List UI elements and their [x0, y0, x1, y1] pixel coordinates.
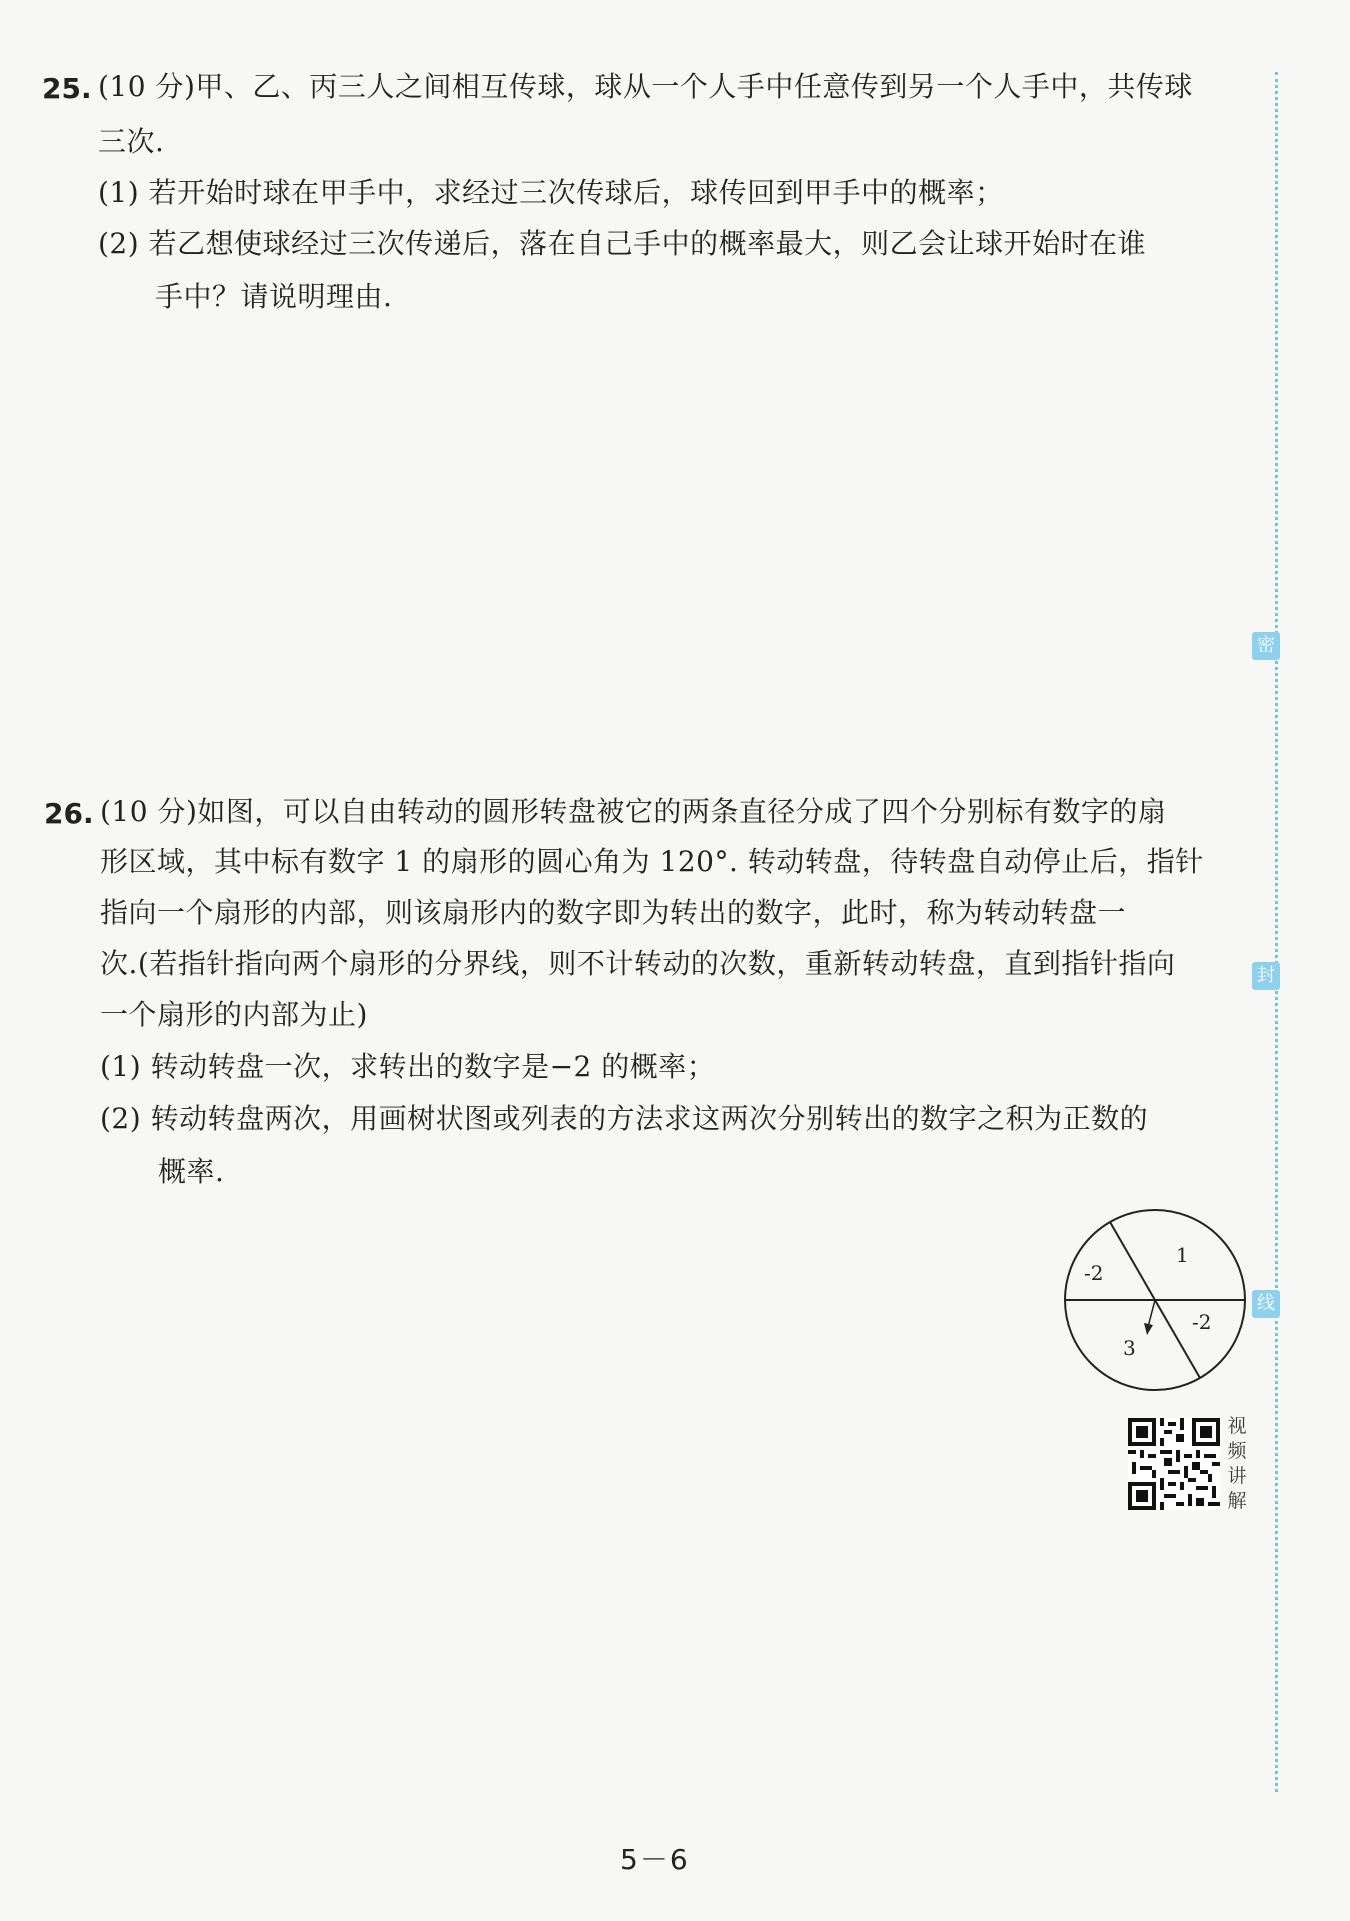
binding-label-feng: 封 — [1252, 962, 1280, 990]
question-25-part-2-cont: 手中？请说明理由. — [155, 280, 393, 313]
question-25-number: 25. — [42, 72, 92, 105]
qr-caption-char: 解 — [1227, 1490, 1247, 1512]
question-26-line-5: 一个扇形的内部为止) — [100, 998, 368, 1031]
question-25-line-2: 三次. — [98, 125, 165, 158]
question-25-part-1: (1) 若开始时球在甲手中，求经过三次传球后，球传回到甲手中的概率； — [98, 176, 1004, 209]
question-25-part-2: (2) 若乙想使球经过三次传递后，落在自己手中的概率最大，则乙会让球开始时在谁 — [98, 227, 1147, 260]
binding-label-xian: 线 — [1252, 1290, 1280, 1318]
sector-label-bottom-left: 3 — [1123, 1336, 1136, 1360]
question-26-line-1: (10 分)如图，可以自由转动的圆形转盘被它的两条直径分成了四个分别标有数字的扇 — [100, 795, 1167, 828]
question-26-part-1: (1) 转动转盘一次，求转出的数字是−2 的概率； — [100, 1050, 716, 1083]
spinner-figure — [1060, 1205, 1250, 1395]
qr-caption — [1225, 1414, 1249, 1514]
binding-label-mi: 密 — [1252, 632, 1280, 660]
sector-label-bottom-right: -2 — [1192, 1310, 1212, 1334]
question-26-line-4: 次.(若指针指向两个扇形的分界线，则不计转动的次数，重新转动转盘，直到指针指向 — [100, 947, 1176, 980]
spinner-pointer-head — [1144, 1323, 1153, 1335]
qr-caption-char: 视 — [1227, 1415, 1247, 1437]
sector-label-top-left: -2 — [1084, 1261, 1104, 1285]
sector-label-top-right: 1 — [1176, 1243, 1189, 1267]
question-26-line-3: 指向一个扇形的内部，则该扇形内的数字即为转出的数字，此时，称为转动转盘一 — [100, 896, 1127, 929]
qr-caption-char: 讲 — [1227, 1465, 1247, 1487]
qr-caption-char: 频 — [1227, 1440, 1247, 1462]
question-26-line-2: 形区域，其中标有数字 1 的扇形的圆心角为 120°. 转动转盘，待转盘自动停止后，指针 — [100, 845, 1204, 878]
question-26-number: 26. — [44, 797, 94, 830]
question-25-line-1: (10 分)甲、乙、丙三人之间相互传球，球从一个人手中任意传到另一个人手中，共传球 — [98, 70, 1193, 103]
question-26-part-2-cont: 概率. — [158, 1155, 225, 1188]
binding-dotted-line — [1275, 72, 1278, 1792]
page-number: 5－6 — [620, 1843, 690, 1876]
spinner-pointer — [1148, 1300, 1155, 1327]
question-26-part-2: (2) 转动转盘两次，用画树状图或列表的方法求这两次分别转出的数字之积为正数的 — [100, 1102, 1149, 1135]
video-qr-code[interactable] — [1128, 1418, 1220, 1510]
